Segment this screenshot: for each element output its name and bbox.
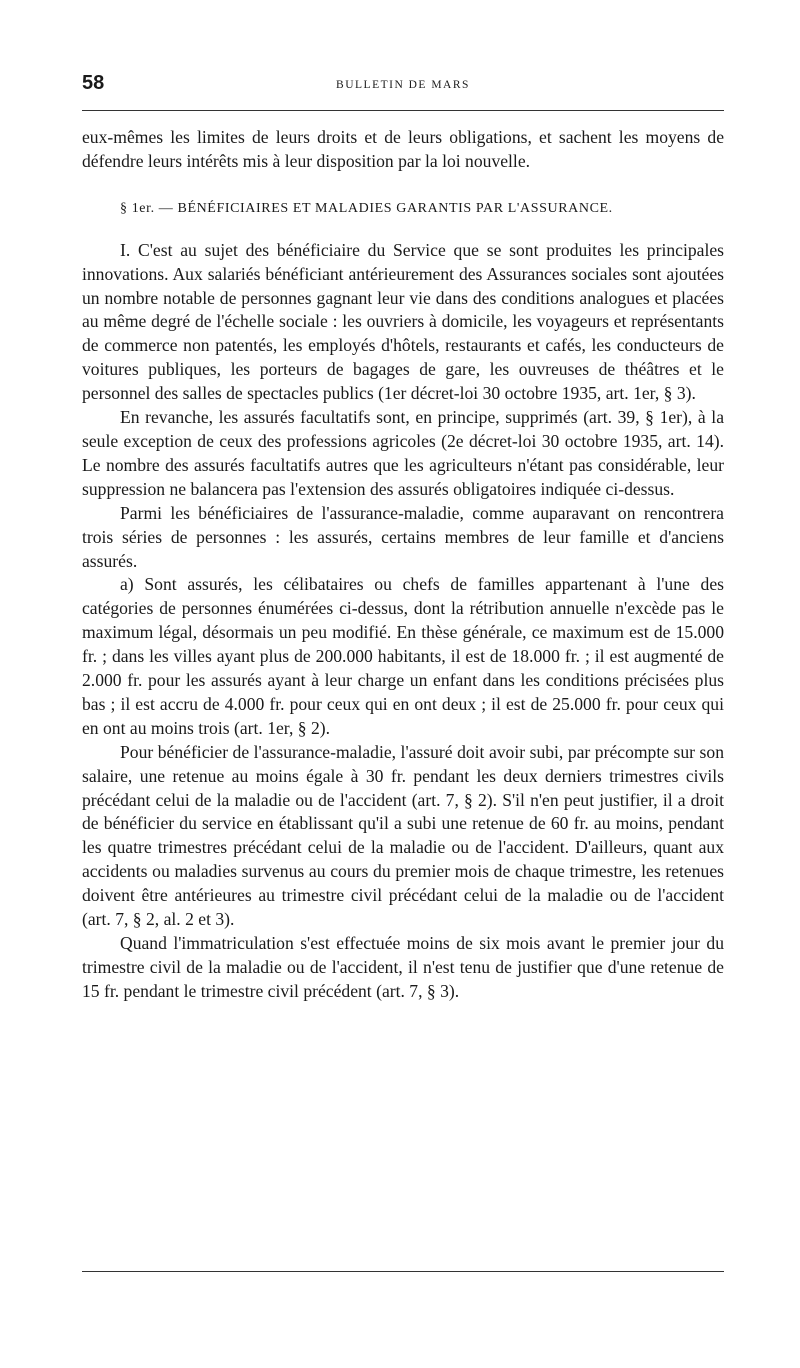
page-header (82, 72, 724, 98)
paragraph-continuation: eux-mêmes les limites de leurs droits et de leurs obligations, et sachent les moyens de défendre leurs intérêts mis à leur disposition par la loi nouvelle. (82, 127, 724, 171)
paragraph: En revanche, les assurés facultatifs sont, en principe, supprimés (art. 39, § 1er), à la seule exception de ceux des professions agricoles (2e décret-loi 30 octobre 1935, art. 14). Le nombre des assurés facultatifs autres que les agriculteurs n'étant pas considérable, leur suppression ne balancera pas l'extension des assurés obligatoires indiquée ci-dessus. (82, 407, 724, 499)
running-head: BULLETIN DE MARS (336, 79, 470, 91)
body-text (82, 126, 724, 1004)
paragraph: Parmi les bénéficiaires de l'assurance-maladie, comme auparavant on rencontrera trois séries de personnes : les assurés, certains membres de leur famille et d'anciens assurés. (82, 502, 724, 571)
footer-rule (82, 1271, 724, 1272)
paragraph: Pour bénéficier de l'assurance-maladie, l'assuré doit avoir subi, par précompte sur son salaire, une retenue au moins égale à 30 fr. pendant les deux derniers trimestres civils précédant celui de la maladie ou de l'accident (art. 7, § 2). S'il n'en peut justifier, il a droit de bénéficier du service en établissant qu'il a subi une retenue de 60 fr. au moins, pendant les quatre trimestres précédant celui de la maladie ou de l'accident. D'ailleurs, quant aux accidents ou maladies survenus au cours du premier mois de chaque trimestre, les retenues doivent être antérieures au trimestre civil précédant celui de la maladie ou de l'accident (art. 7, § 2, al. 2 et 3). (82, 741, 724, 930)
section-heading: § 1er. — BÉNÉFICIAIRES ET MALADIES GARANTIS PAR L'ASSURANCE. (120, 200, 613, 216)
header-rule (82, 110, 724, 111)
page-number: 58 (82, 72, 105, 94)
paragraph: I. C'est au sujet des bénéficiaire du Service que se sont produites les principales innovations. Aux salariés bénéficiant antérieurement des Assurances sociales sont ajoutées un nombre notable de personnes gagnant leur vie dans des conditions analogues et placées au même degré de l'échelle sociale : les ouvriers à domicile, les voyageurs et représentants de commerce non patentés, les employés d'hôtels, restaurants et cafés, les conducteurs de voitures publiques, les porteurs de bagages de gare, les ouvreuses de théâtres et le personnel des salles de spectacles publics (1er décret-loi 30 octobre 1935, art. 1er, § 3). (82, 239, 724, 404)
paragraph: a) Sont assurés, les célibataires ou chefs de familles appartenant à l'une des catégories de personnes énumérées ci-dessus, dont la rétribution annuelle n'excède pas le maximum légal, désormais un peu modifié. En thèse générale, ce maximum est de 15.000 fr. ; dans les villes ayant plus de 200.000 habitants, il est de 18.000 fr. ; il est augmenté de 2.000 fr. pour les assurés ayant à leur charge un enfant dans les conditions précisées plus bas ; il est accru de 4.000 fr. pour ceux qui en ont deux ; il est de 25.000 fr. pour ceux qui en ont au moins trois (art. 1er, § 2). (82, 574, 724, 738)
paragraph: Quand l'immatriculation s'est effectuée moins de six mois avant le premier jour du trimestre civil de la maladie ou de l'accident, il n'est tenu de justifier que d'une retenue de 15 fr. pendant le trimestre civil précédent (art. 7, § 3). (82, 933, 724, 1001)
